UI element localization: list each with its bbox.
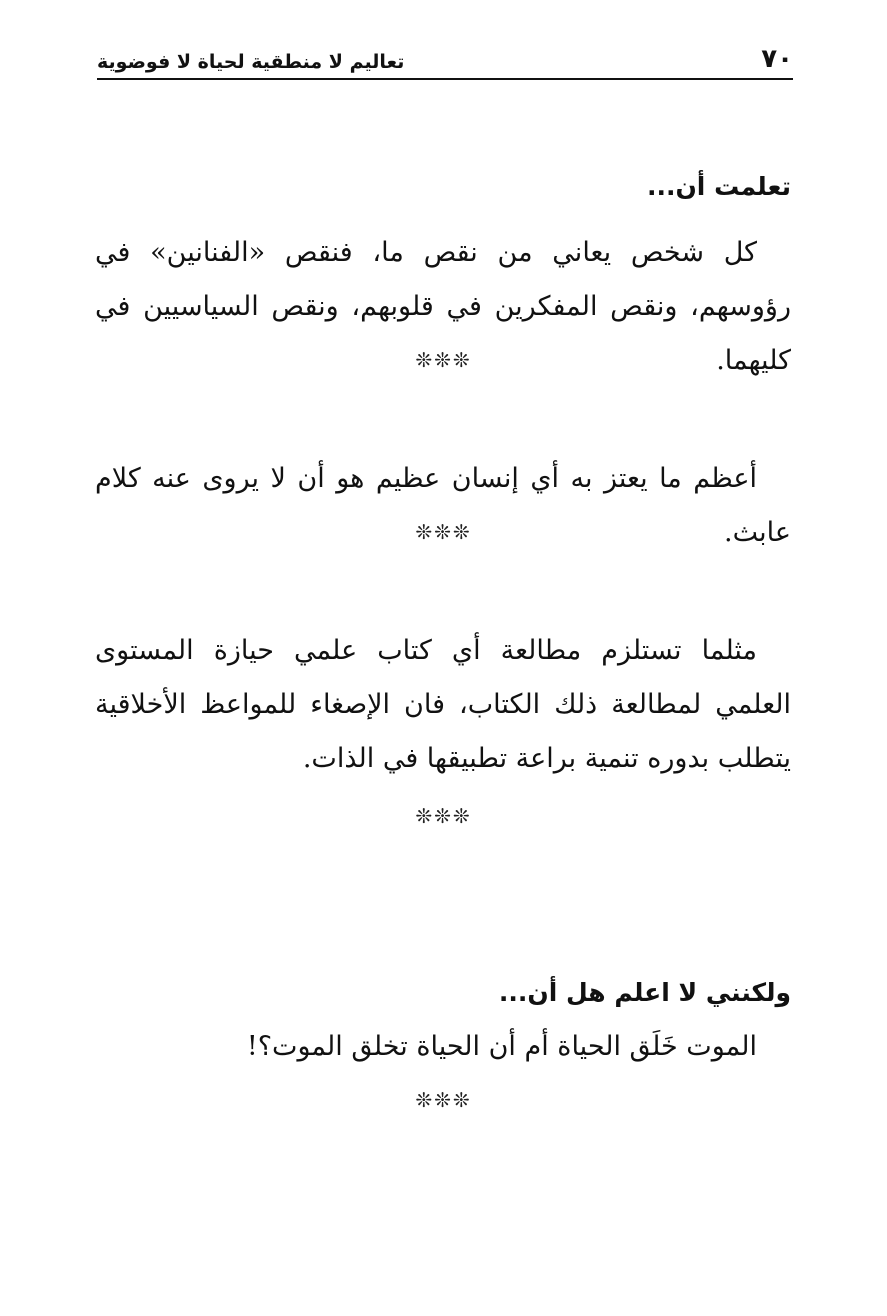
paragraph-great-person: أعظم ما يعتز به أي إنسان عظيم هو أن لا يروى عنه كلام عابث. — [95, 463, 791, 548]
section-heading-learned — [95, 172, 791, 202]
running-header — [97, 40, 793, 80]
separator-3: ❊❊❊ — [415, 804, 472, 828]
paragraph-block-4 — [95, 1020, 791, 1074]
separator-1: ❊❊❊ — [415, 348, 472, 372]
page-number: ٧٠ — [761, 44, 793, 74]
book-title: تعاليم لا منطقية لحياة لا فوضوية — [97, 51, 405, 73]
heading-learned: تعلمت أن... — [646, 172, 791, 201]
paragraph-block-3 — [95, 624, 791, 786]
separator-2: ❊❊❊ — [415, 520, 472, 544]
section-heading-unknown — [95, 978, 791, 1008]
paragraph-moral-lessons: مثلما تستلزم مطالعة أي كتاب علمي حيازة المستوى العلمي لمطالعة ذلك الكتاب، فان الإصغاء للمواعظ الأخلاقية يتطلب بدوره تنمية براعة تطبيقها في الذات. — [95, 635, 791, 774]
paragraph-death-life: الموت خَلَق الحياة أم أن الحياة تخلق الموت؟! — [246, 1031, 757, 1062]
heading-unknown: ولكنني لا اعلم هل أن... — [498, 978, 791, 1007]
paragraph-deficiency: كل شخص يعاني من نقص ما، فنقص «الفنانين» في رؤوسهم، ونقص المفكرين في قلوبهم، ونقص السياسيين في كليهما. — [95, 237, 791, 376]
separator-4: ❊❊❊ — [415, 1088, 472, 1112]
